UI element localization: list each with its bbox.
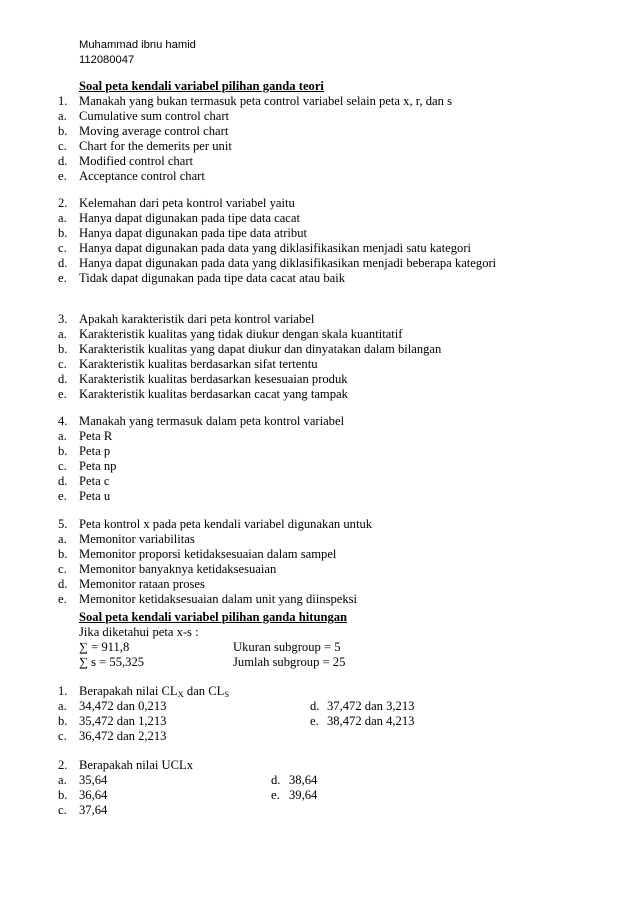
option-text: Memonitor ketidaksesuaian dalam unit yang diinspeksi bbox=[79, 592, 358, 606]
option-text: Tidak dapat digunakan pada tipe data cacat atau baik bbox=[79, 271, 345, 285]
option-marker: d. bbox=[58, 154, 68, 168]
option-text: 34,472 dan 0,213 bbox=[79, 699, 167, 713]
question-number: 1. bbox=[58, 684, 68, 698]
question-text: Manakah yang bukan termasuk peta control variabel selain peta x, r, dan s bbox=[79, 94, 452, 108]
option-marker: b. bbox=[58, 124, 68, 138]
option-text: Chart for the demerits per unit bbox=[79, 139, 232, 153]
option-marker: b. bbox=[58, 547, 68, 561]
option-text: Memonitor rataan proses bbox=[79, 577, 205, 591]
option-text: 36,64 bbox=[79, 788, 108, 802]
option-marker: a. bbox=[58, 699, 67, 713]
option-text: Peta u bbox=[79, 489, 111, 503]
option-marker: b. bbox=[58, 788, 68, 802]
option-marker: b. bbox=[58, 714, 68, 728]
question-text: Berapakah nilai UCLx bbox=[79, 758, 194, 772]
option-text: Hanya dapat digunakan pada data yang diklasifikasikan menjadi satu kategori bbox=[79, 241, 472, 255]
option-text: Peta p bbox=[79, 444, 111, 458]
option-text: Karakteristik kualitas berdasarkan kesesuaian produk bbox=[79, 372, 348, 386]
question-text: Apakah karakteristik dari peta kontrol variabel bbox=[79, 312, 315, 326]
section1-title: Soal peta kendali variabel pilihan ganda teori bbox=[79, 79, 324, 93]
option-marker: d. bbox=[58, 474, 68, 488]
option-marker: e. bbox=[58, 489, 67, 503]
option-text: Hanya dapat digunakan pada data yang diklasifikasikan menjadi beberapa kategori bbox=[79, 256, 497, 270]
option-marker: d. bbox=[58, 372, 68, 386]
option-marker: e. bbox=[58, 387, 67, 401]
question-text: Berapakah nilai $CL_X$ dan $CL_S$ bbox=[79, 684, 230, 699]
option-text: Memonitor proporsi ketidaksesuaian dalam sampel bbox=[79, 547, 337, 561]
question-number: 5. bbox=[58, 517, 68, 531]
option-marker: e. bbox=[58, 271, 67, 285]
option-text: Karakteristik kualitas berdasarkan cacat yang tampak bbox=[79, 387, 348, 401]
option-marker: d. bbox=[58, 256, 68, 270]
option-marker: e. bbox=[310, 714, 319, 728]
question-text: Manakah yang termasuk dalam peta kontrol variabel bbox=[79, 414, 345, 428]
question-number: 2. bbox=[58, 196, 68, 210]
option-text: Memonitor banyaknya ketidaksesuaian bbox=[79, 562, 277, 576]
question-text: Peta kontrol x pada peta kendali variabel digunakan untuk bbox=[79, 517, 373, 531]
section2-title: Soal peta kendali variabel pilihan ganda hitungan bbox=[79, 610, 348, 624]
option-text: Acceptance control chart bbox=[79, 169, 205, 183]
header-author: Muhammad ibnu hamid bbox=[79, 39, 196, 51]
option-text: Memonitor variabilitas bbox=[79, 532, 195, 546]
option-marker: a. bbox=[58, 773, 67, 787]
given-left: ∑ = 911,8 bbox=[79, 640, 130, 654]
option-text: Hanya dapat digunakan pada tipe data cacat bbox=[79, 211, 300, 225]
option-marker: d. bbox=[271, 773, 281, 787]
option-marker: e. bbox=[271, 788, 280, 802]
option-marker: e. bbox=[58, 169, 67, 183]
option-marker: b. bbox=[58, 226, 68, 240]
given-right: Jumlah subgroup = 25 bbox=[233, 655, 346, 669]
option-marker: c. bbox=[58, 562, 67, 576]
option-text: Hanya dapat digunakan pada tipe data atribut bbox=[79, 226, 307, 240]
option-marker: c. bbox=[58, 459, 67, 473]
question-number: 3. bbox=[58, 312, 68, 326]
option-marker: b. bbox=[58, 444, 68, 458]
option-marker: a. bbox=[58, 109, 67, 123]
option-text: Karakteristik kualitas yang dapat diukur dan dinyatakan dalam bilangan bbox=[79, 342, 442, 356]
option-marker: d. bbox=[58, 577, 68, 591]
question-number: 2. bbox=[58, 758, 68, 772]
option-marker: a. bbox=[58, 211, 67, 225]
option-text: Peta np bbox=[79, 459, 117, 473]
option-marker: c. bbox=[58, 241, 67, 255]
given-left: ∑ s = 55,325 bbox=[79, 655, 145, 669]
option-text: 38,472 dan 4,213 bbox=[327, 714, 415, 728]
option-marker: e. bbox=[58, 592, 67, 606]
question-text: Kelemahan dari peta kontrol variabel yaitu bbox=[79, 196, 295, 210]
question-number: 4. bbox=[58, 414, 68, 428]
option-text: Moving average control chart bbox=[79, 124, 229, 138]
option-marker: c. bbox=[58, 357, 67, 371]
option-marker: c. bbox=[58, 139, 67, 153]
option-text: Cumulative sum control chart bbox=[79, 109, 230, 123]
option-text: 38,64 bbox=[289, 773, 318, 787]
option-marker: a. bbox=[58, 532, 67, 546]
option-text: 37,64 bbox=[79, 803, 108, 817]
option-text: Peta R bbox=[79, 429, 113, 443]
option-marker: a. bbox=[58, 327, 67, 341]
option-marker: c. bbox=[58, 729, 67, 743]
option-text: Peta c bbox=[79, 474, 110, 488]
option-text: Karakteristik kualitas yang tidak diukur dengan skala kuantitatif bbox=[79, 327, 403, 341]
option-text: 35,472 dan 1,213 bbox=[79, 714, 167, 728]
option-marker: b. bbox=[58, 342, 68, 356]
option-text: 39,64 bbox=[289, 788, 318, 802]
option-text: 36,472 dan 2,213 bbox=[79, 729, 167, 743]
header-student-id: 112080047 bbox=[79, 54, 135, 66]
given-right: Ukuran subgroup = 5 bbox=[233, 640, 341, 654]
option-text: 35,64 bbox=[79, 773, 108, 787]
option-text: 37,472 dan 3,213 bbox=[327, 699, 415, 713]
question-number: 1. bbox=[58, 94, 68, 108]
option-marker: a. bbox=[58, 429, 67, 443]
given-intro: Jika diketahui peta x-s : bbox=[79, 625, 199, 639]
option-text: Modified control chart bbox=[79, 154, 194, 168]
option-marker: d. bbox=[310, 699, 320, 713]
option-text: Karakteristik kualitas berdasarkan sifat tertentu bbox=[79, 357, 318, 371]
option-marker: c. bbox=[58, 803, 67, 817]
